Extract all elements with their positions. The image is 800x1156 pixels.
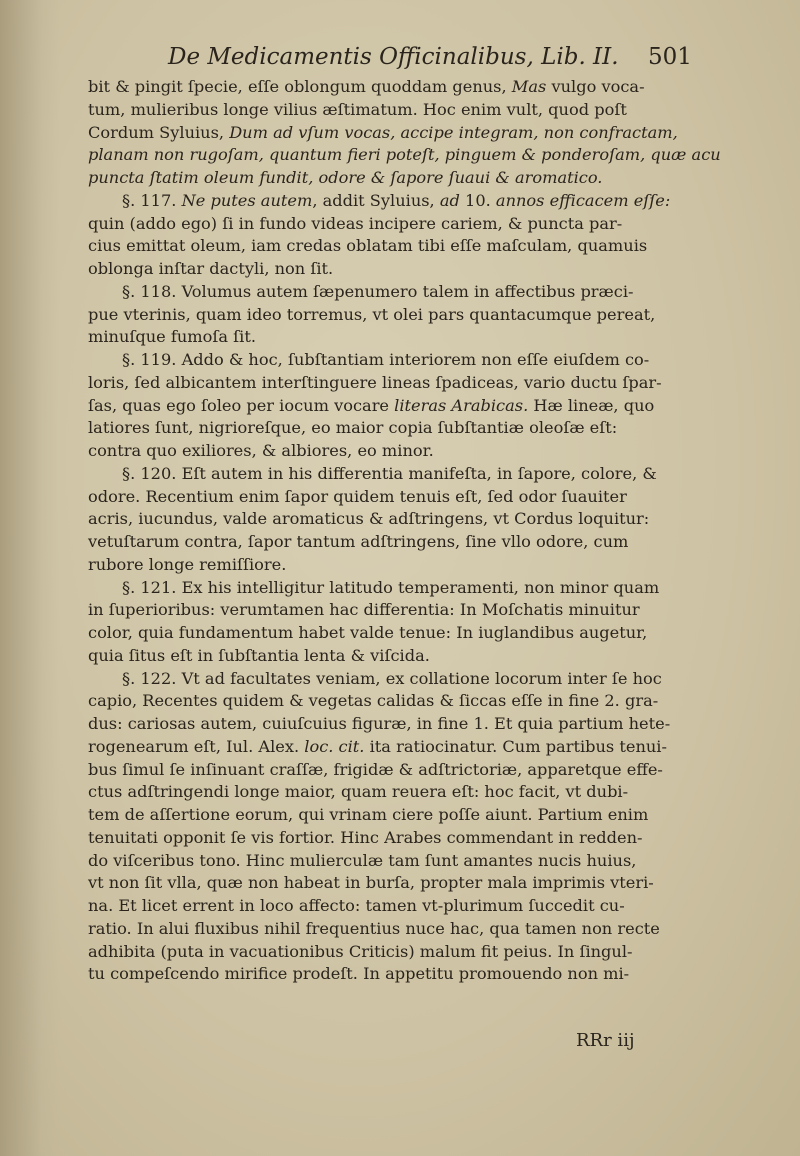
text-line [88,122,792,145]
text-line [88,349,792,372]
text-line [88,281,792,304]
text-line [88,463,792,486]
italic-text: planam non rugoſam, quantum fieri poteſt, pinguem & ponderoſam, quæ acu [88,145,721,165]
text-run: latiores ſunt, nigrioreſque, eo maior copia ſubſtantiæ oleoſæ eſt: [88,418,618,438]
text-run: pue vterinis, quam ideo torremus, vt olei pars quantacumque pereat, [88,304,656,324]
text-line [88,167,792,190]
text-line [88,781,792,804]
text-run: quin (addo ego) ſi in fundo videas incipere cariem, & puncta par- [88,213,623,233]
text-run: tu compeſcendo mirifice prodeſt. In appetitu promouendo non mi- [88,964,630,984]
italic-text: annos efficacem eſſe: [495,190,671,210]
text-run: Hæ lineæ, quo [528,395,655,415]
text-run: Cordum Syluius, [88,122,230,142]
text-line [88,440,792,463]
italic-text: Ne putes autem [181,190,313,210]
text-run: §. 121. Ex his intelligitur latitudo temperamenti, non minor quam [122,577,660,597]
text-run: acris, iucundus, valde aromaticus & adſtringens, vt Cordus loquitur: [88,509,650,529]
body-text [88,76,792,986]
text-run: §. 120. Eſt autem in his differentia manifeſta, in ſapore, colore, & [122,463,657,483]
text-line [88,235,792,258]
italic-text: loc. cit. [304,736,365,756]
text-line [88,941,792,964]
running-title: De Medicamentis Officinalibus, Lib. II. [168,44,619,70]
text-run: 10. [459,190,496,210]
text-run: loris, ſed albicantem interſtinguere lineas ſpadiceas, vario ductu ſpar- [88,372,662,392]
text-line [88,486,792,509]
text-run: ctus adſtringendi longe maior, quam reuera eſt: hoc facit, vt dubi- [88,782,629,802]
text-run: vt non ſit vlla, quæ non habeat in burſa, propter mala imprimis vteri- [88,873,654,893]
text-line [88,645,792,668]
text-line [88,713,792,736]
text-line [88,99,792,122]
text-run: odore. Recentium enim ſapor quidem tenuis eſt, ſed odor ſuauiter [88,486,627,506]
text-line [88,736,792,759]
text-line [88,918,792,941]
text-run: bit & pingit ſpecie, eſſe oblongum quoddam genus, [88,77,512,96]
text-line [88,76,792,99]
text-run: quia ſitus eſt in ſubſtantia lenta & viſcida. [88,645,430,665]
text-run: do viſceribus tono. Hinc mulierculæ tam ſunt amantes nucis huius, [88,850,637,870]
text-run: vetuſtarum contra, ſapor tantum adſtringens, ſine vllo odore, cum [88,532,629,551]
text-run: ratio. In alui fluxibus nihil frequentius nuce hac, qua tamen non recte [88,918,660,938]
text-line [88,759,792,782]
italic-text: Mas [511,77,547,96]
text-line [88,827,792,850]
text-run: color, quia fundamentum habet valde tenue: In iuglandibus augetur, [88,623,648,642]
text-line [88,531,792,554]
text-run: minuſque fumoſa ſit. [88,327,257,347]
text-line [88,577,792,600]
text-line [88,304,792,327]
text-run: capio, Recentes quidem & vegetas calidas & ſiccas eſſe in fine 2. gra- [88,691,659,711]
text-line [88,690,792,713]
text-run: cius emittat oleum, iam credas oblatam tibi eſſe maſculam, quamuis [88,236,648,256]
page-number: 501 [648,44,692,70]
italic-text: literas Arabicas. [394,395,529,415]
text-run: vulgo voca- [546,77,645,96]
text-run: dus: cariosas autem, cuiuſcuius figuræ, in fine 1. Et quia partium hete- [88,714,671,733]
italic-text: Dum ad vſum vocas, accipe integram, non confractam, [229,122,678,142]
italic-text: ad [439,190,460,210]
text-run: ſas, quas ego ſoleo per iocum vocare [88,395,395,415]
text-run: , addit Syluius, [312,190,440,210]
running-header [148,44,788,74]
text-run: in ſuperioribus: verumtamen hac differentia: In Moſchatis minuitur [88,600,640,620]
text-run: oblonga inſtar dactyli, non ſit. [88,259,334,278]
text-run: §. 122. Vt ad facultates veniam, ex collatione locorum inter ſe hoc [122,668,662,688]
text-run: §. 119. Addo & hoc, ſubſtantiam interiorem non eſſe eiuſdem co- [122,350,650,369]
text-line [88,554,792,577]
text-line [88,372,792,395]
text-run: na. Et licet errent in loco affecto: tamen vt-plurimum ſuccedit cu- [88,896,625,915]
text-run: ita ratiocinatur. Cum partibus tenui- [364,736,667,756]
text-line [88,417,792,440]
text-line [88,895,792,918]
text-line [88,258,792,281]
text-line [88,668,792,691]
text-line [88,850,792,873]
text-run: rogenearum eſt, Iul. Alex. [88,736,305,756]
text-run: tum, mulieribus longe vilius æſtimatum. Hoc enim vult, quod poſt [88,99,627,119]
text-run: contra quo exiliores, & albiores, eo minor. [88,441,434,460]
italic-text: puncta ſtatim oleum fundit, odore & ſapore ſuaui & aromatico. [88,168,603,187]
text-line [88,508,792,531]
text-run: bus ſimul ſe inſinuant craſſæ, frigidæ & adſtrictoriæ, apparetque effe- [88,759,663,779]
text-run: adhibita (puta in vacuationibus Criticis) malum fit peius. In ſingul- [88,941,633,961]
text-line [88,872,792,895]
text-run: rubore longe remiſſiore. [88,554,287,574]
text-run: §. 118. Volumus autem ſæpenumero talem in affectibus præci- [122,281,634,301]
text-line [88,213,792,236]
signature-mark: RRr iij [576,1030,635,1051]
text-line [88,599,792,622]
text-line [88,326,792,349]
text-line [88,963,792,986]
text-line [88,190,792,213]
text-line [88,395,792,418]
text-line [88,804,792,827]
text-run: tem de aſſertione eorum, qui vrinam ciere poſſe aiunt. Partium enim [88,805,649,824]
text-run: §. 117. [122,190,182,210]
text-line [88,622,792,645]
text-line [88,144,792,167]
text-run: tenuitati opponit ſe vis fortior. Hinc Arabes commendant in redden- [88,827,643,847]
